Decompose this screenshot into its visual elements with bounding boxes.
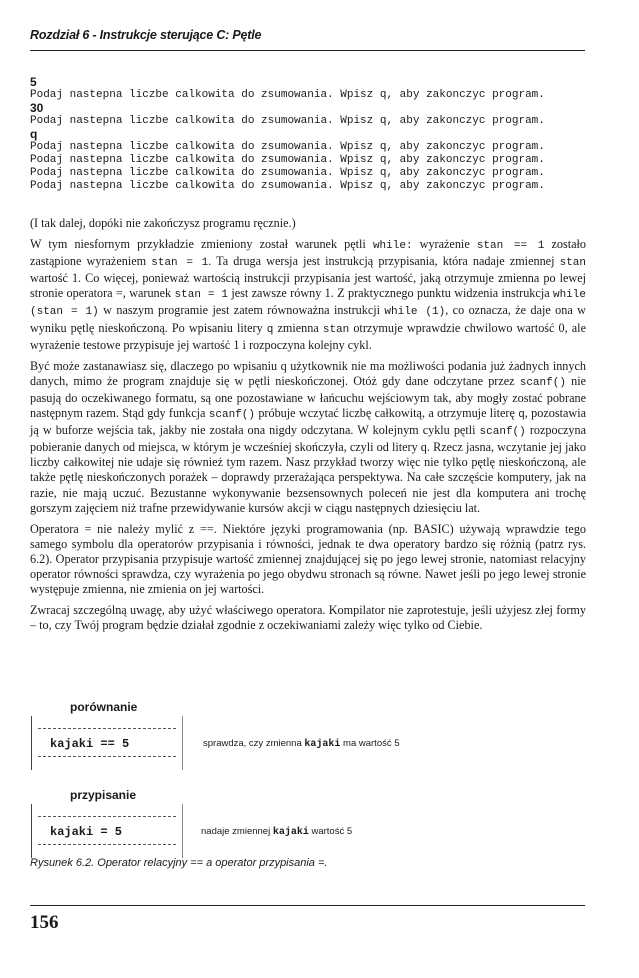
output-line: Podaj nastepna liczbe calkowita do zsumowania. Wpisz q, aby zakonczyc program. [30,141,545,153]
dashed-line [38,756,176,757]
running-header: Rozdział 6 - Instrukcje sterujące C: Pętle [30,28,262,42]
figure-title-assignment: przypisanie [70,788,137,802]
output-line-input: 30 [30,101,44,115]
figure-title-comparison: porównanie [70,700,138,714]
output-line: Podaj nastepna liczbe calkowita do zsumowania. Wpisz q, aby zakonczyc program. [30,167,545,179]
paragraph-2: W tym niesfornym przykładzie zmieniony został warunek pętli while: wyrażenie stan == 1 zostało zastąpione wyrażeniem stan = 1. Ta druga wersja jest instrukcją przypisania, która nadaje zmiennej stan wartość 1. Co więcej, ponieważ wartością instrukcji przypisania jest wartość, jaką otrzymuje zmienna po lewej stronie operatora =, warunek stan = 1 jest zawsze równy 1. Z praktycznego punktu widzenia instrukcja while (stan = 1) w naszym programie jest zatem równoważna instrukcji while (1), co oznacza, że daje ona w wyniku pętlę nieskończoną. Po wpisaniu litery q zmienna stan otrzymuje wprawdzie chwilowo wartość 0, ale wyrażenie testowe przypisuje jej wartość 1 i rozpoczyna kolejny cykl. [30,237,586,352]
paragraph-3: Być może zastanawiasz się, dlaczego po wpisaniu q użytkownik nie ma możliwości podania już żadnych innych danych, mimo że program znajduje się w pętli nieskończonej. Otóż gdy dane odczytane przez scanf() nie pasują do oczekiwanego formatu, są one pozostawiane w łańcuchu wejściowym tak, aby mogły zostać pobrane następnym razem. Stąd gdy funkcja scanf() próbuje wczytać liczbę całkowitą, a otrzymuje literę q, pozostawia ją w buforze wejścia tak, jakby nie została ona nigdy odczytana. W kolejnym cyklu pętli scanf() rozpoczyna pobieranie danych od miejsca, w którym je wcześniej skończyła, czyli od litery q. Rzecz jasna, wczytanie jej jako liczby całkowitej nie udaje się również tym razem. Nasz przykład tworzy więc nie tylko pętlę nieskończoną, ale także pętlę nieskończonych porażek – doprawdy przerażająca perspektywa. Na całe szczęście komputery, jak na razie, nie mają uczuć. Bezustanne wykonywanie bezsensownych poleceń nie jest dla komputera ani trochę gorszym zajęciem niż trafne przewidywanie kursów akcji w ciągu następnych dziesięciu lat. [30,358,587,515]
figure-box-comparison [31,716,183,770]
header-rule [30,50,585,51]
paragraph-4: Operatora = nie należy mylić z ==. Niektóre języki programowania (np. BASIC) używają wprawdzie tego samego symbolu dla operatorów przypisania i równości, jednak te dwa operatory bardzo się różnią (patrz rys. 6.2). Operator przypisania przypisuje wartość zmiennej znajdującej się po jego lewej stronie, natomiast relacyjny operator równości sprawdza, czy wyrażenia po jego obydwu stronach są równe. Nawet jeśli po jego lewej stronie występuje zmienna, nie zmienia on jej wartości. [30,521,586,597]
output-line: Podaj nastepna liczbe calkowita do zsumowania. Wpisz q, aby zakonczyc program. [30,89,545,101]
output-line: Podaj nastepna liczbe calkowita do zsumowania. Wpisz q, aby zakonczyc program. [30,115,545,127]
figure-desc-assignment: nadaje zmiennej kajaki wartość 5 [201,826,353,838]
body-text [30,216,586,639]
program-output [30,76,590,193]
dashed-line [38,844,176,845]
footer-rule [30,905,585,906]
figure-caption: Rysunek 6.2. Operator relacyjny == a operator przypisania =. [30,857,328,869]
paragraph-1: (I tak dalej, dopóki nie zakończysz programu ręcznie.) [30,216,296,230]
dashed-line [38,728,176,729]
paragraph-5: Zwracaj szczególną uwagę, aby użyć właściwego operatora. Kompilator nie zaprotestuje, jeśli użyjesz złej formy – to, czy Twój program będzie działał zgodnie z oczekiwaniami zależy więc tylko od Ciebie. [30,603,586,633]
figure-desc-comparison: sprawdza, czy zmienna kajaki ma wartość 5 [203,738,400,750]
page-number: 156 [30,912,59,933]
output-line: Podaj nastepna liczbe calkowita do zsumowania. Wpisz q, aby zakonczyc program. [30,180,545,192]
output-line: Podaj nastepna liczbe calkowita do zsumowania. Wpisz q, aby zakonczyc program. [30,154,545,166]
figure-code-comparison: kajaki == 5 [50,737,130,751]
figure-box-assignment [31,804,183,858]
output-line-input: 5 [30,75,37,89]
figure-code-assignment: kajaki = 5 [50,825,123,839]
dashed-line [38,816,176,817]
output-line-input: q [30,127,38,141]
